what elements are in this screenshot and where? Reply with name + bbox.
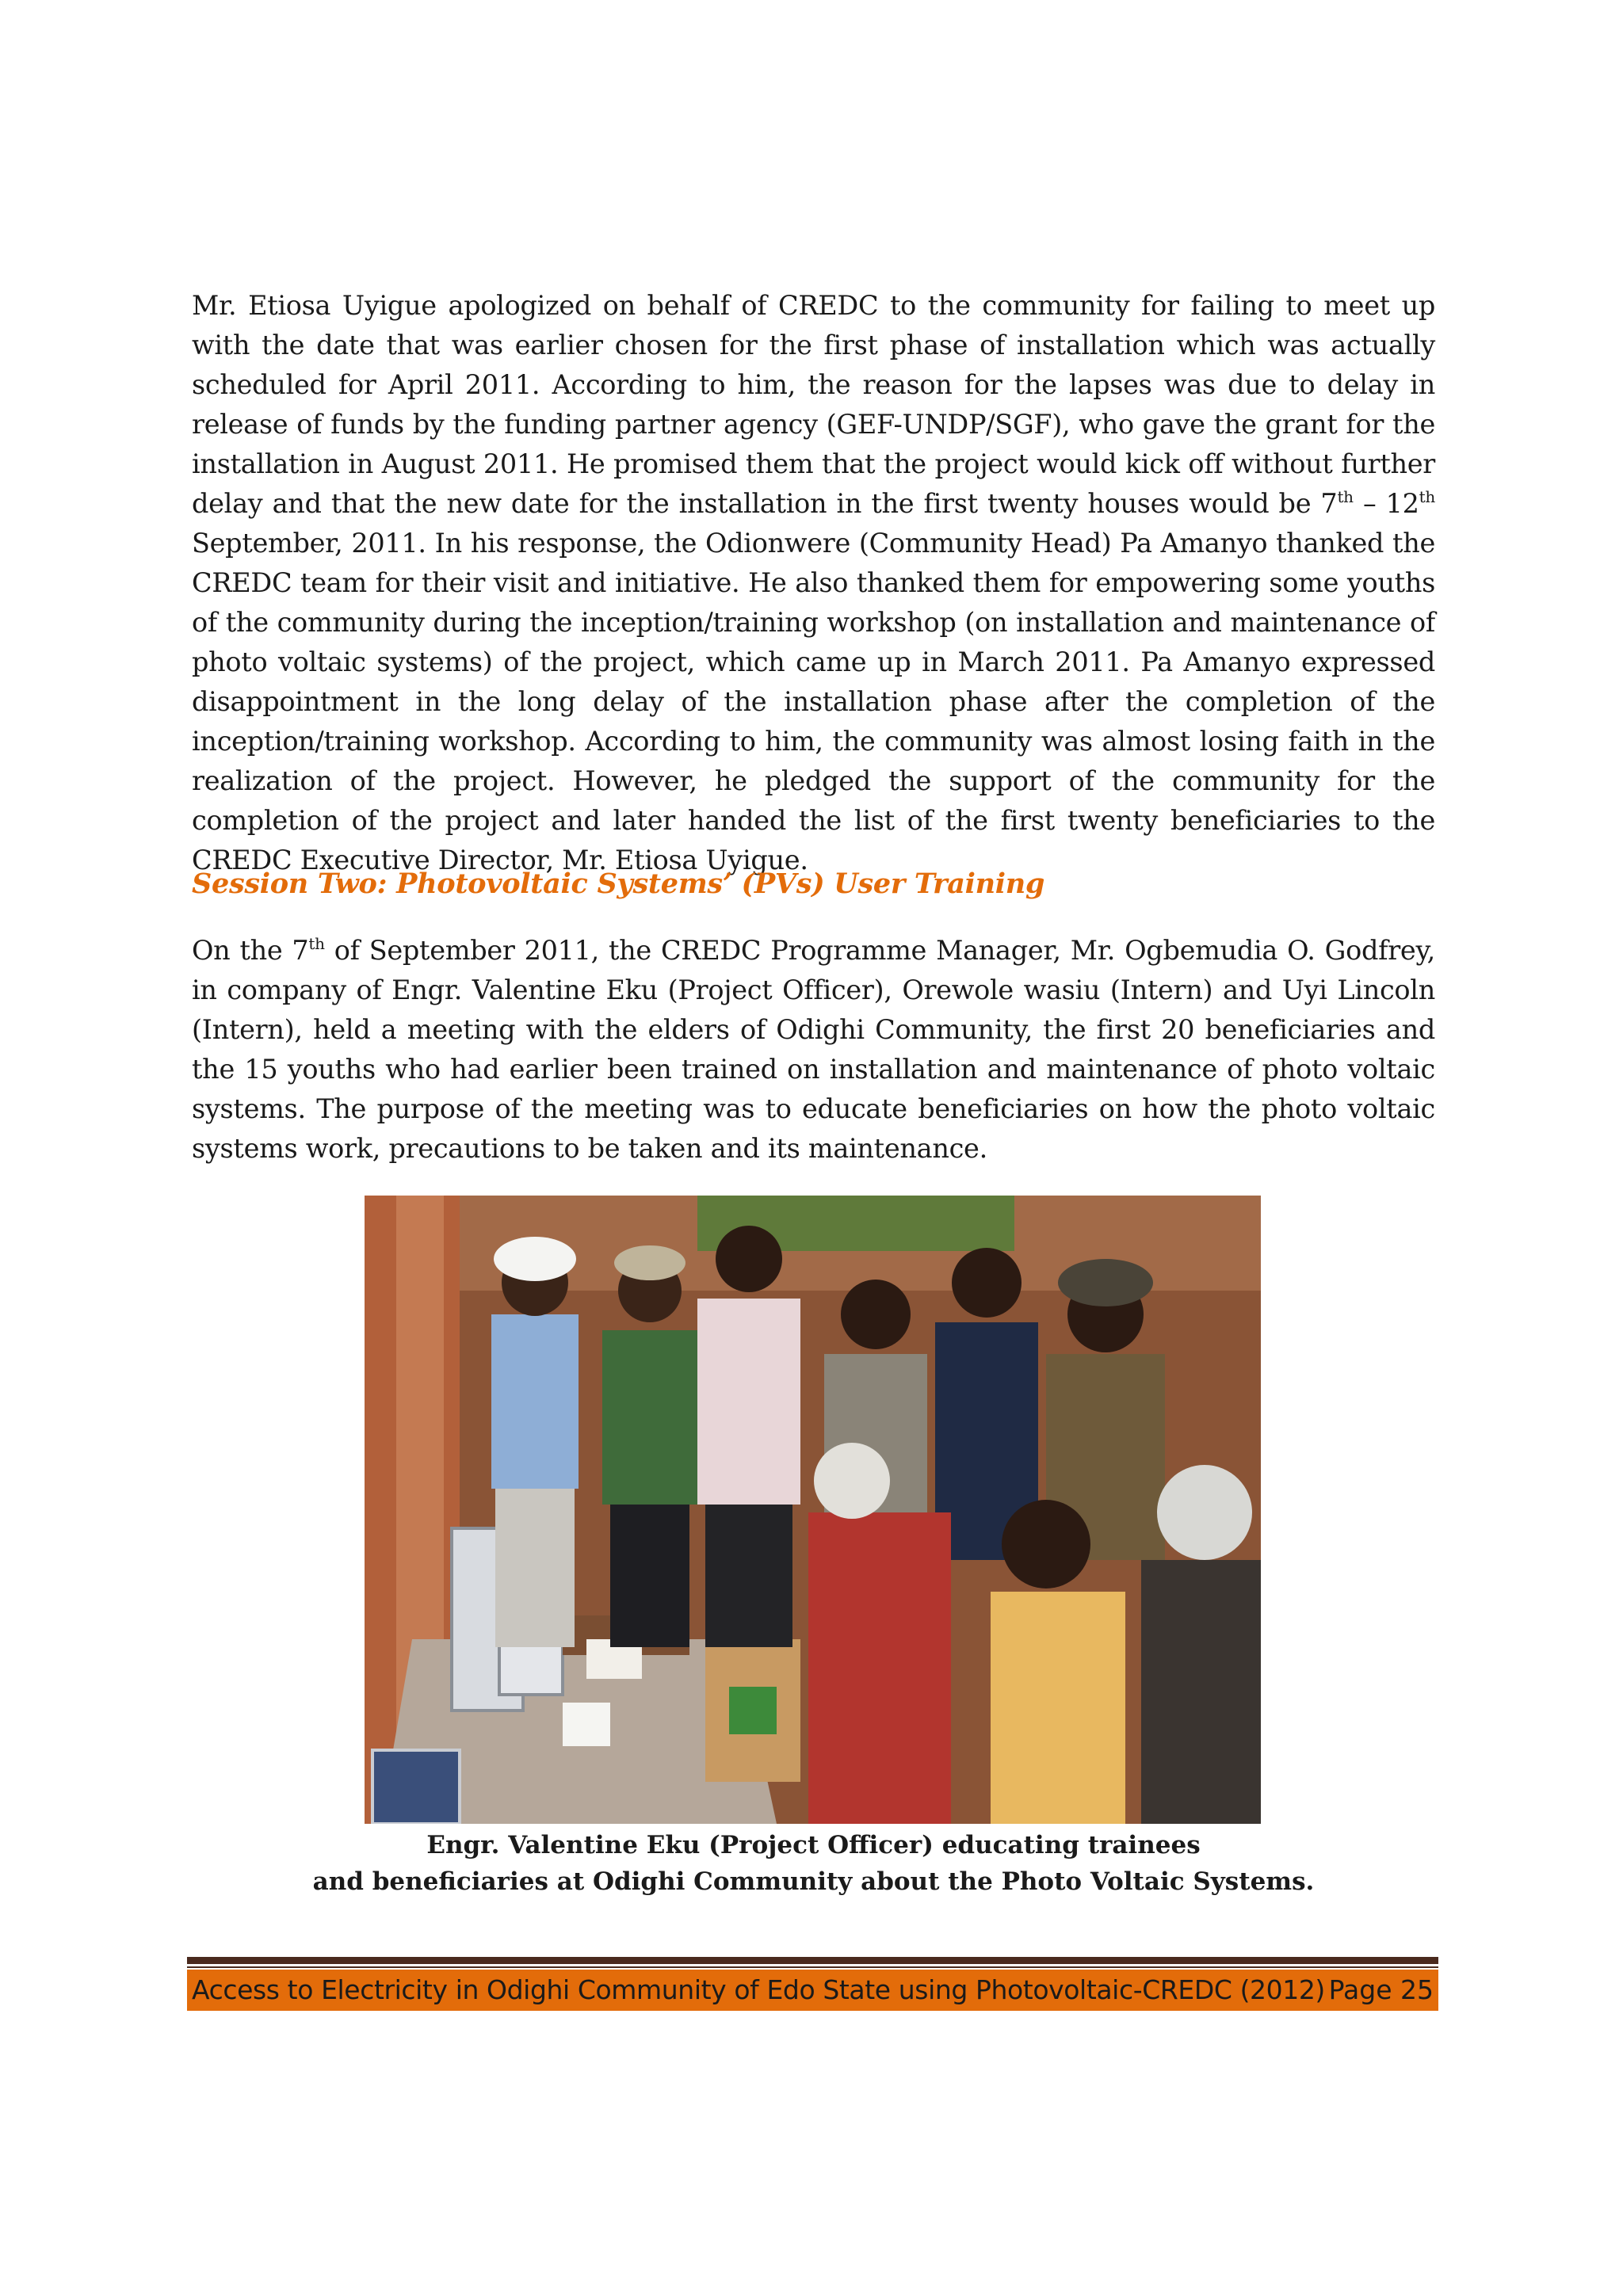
superscript-th: th bbox=[308, 934, 325, 953]
footer-rule-thin bbox=[187, 1966, 1438, 1968]
page-number: Page 25 bbox=[1328, 1974, 1434, 2005]
footer-rule bbox=[187, 1957, 1438, 1964]
footer-title: Access to Electricity in Odighi Community of Edo State using Photovoltaic-CREDC (2012) bbox=[192, 1974, 1325, 2005]
superscript-th: th bbox=[1337, 487, 1354, 506]
body-paragraph-2 bbox=[192, 931, 1435, 1169]
paragraph-2-text-b: of September 2011, the CREDC Programme Manager, Mr. Ogbemudia O. Godfrey, in company of Engr. Valentine Eku (Project Officer), Orewole wasiu (Intern) and Uyi Lincoln (Intern), held a meeting with the elders of Odighi Community, the first 20 beneficiaries and the 15 youths who had earlier been trained on installation and maintenance of photo voltaic systems. The purpose of the meeting was to educate beneficiaries on how the photo voltaic systems work, precautions to be taken and its maintenance. bbox=[192, 935, 1435, 1164]
body-paragraph-1 bbox=[192, 286, 1435, 880]
section-heading: Session Two: Photovoltaic Systems’ (PVs) User Training bbox=[192, 868, 1045, 900]
training-photo-illustration bbox=[365, 1196, 1261, 1824]
paragraph-1-text-b: – 12 bbox=[1353, 488, 1419, 519]
training-photo bbox=[365, 1196, 1261, 1824]
paragraph-1-text-a: Mr. Etiosa Uyigue apologized on behalf of CREDC to the community for failing to meet up with the date that was earlier chosen for the first phase of installation which was actually scheduled for April 2011. According to him, the reason for the lapses was due to delay in release of funds by the funding partner agency (GEF-UNDP/SGF), who gave the grant for the installation in August 2011. He promised them that the project would kick off without further delay and that the new date for the installation in the first twenty houses would be 7 bbox=[192, 290, 1435, 519]
paragraph-1-text-c: September, 2011. In his response, the Odionwere (Community Head) Pa Amanyo thanked the CREDC team for their visit and initiative. He also thanked them for empowering some youths of the community during the inception/training workshop (on installation and maintenance of photo voltaic systems) of the project, which came up in March 2011. Pa Amanyo expressed disappointment in the long delay of the installation phase after the completion of the inception/training workshop. According to him, the community was almost losing faith in the realization of the project. However, he pledged the support of the community for the completion of the project and later handed the list of the first twenty beneficiaries to the CREDC Executive Director, Mr. Etiosa Uyigue. bbox=[192, 528, 1435, 875]
photo-caption-line-2: and beneficiaries at Odighi Community about the Photo Voltaic Systems. bbox=[312, 1867, 1315, 1896]
page-footer bbox=[187, 1970, 1438, 2011]
paragraph-2-text-a: On the 7 bbox=[192, 935, 309, 966]
photo-caption-line-1: Engr. Valentine Eku (Project Officer) educating trainees bbox=[426, 1831, 1201, 1859]
superscript-th: th bbox=[1419, 487, 1435, 506]
